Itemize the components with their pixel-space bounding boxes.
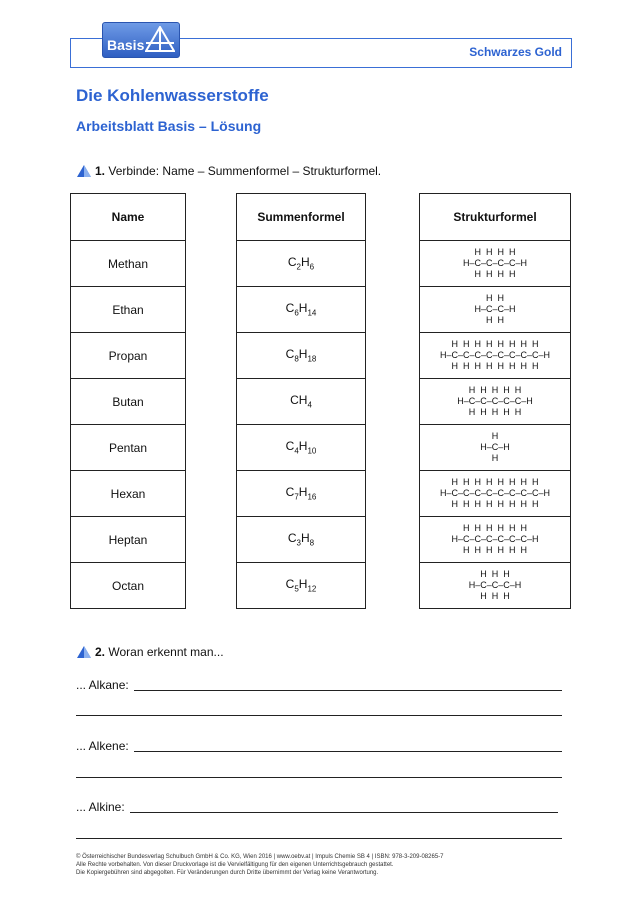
answer-line-alkene-2[interactable] <box>76 777 562 778</box>
formula-cell[interactable]: $C_6H_{14}$ <box>237 287 366 333</box>
name-cell[interactable]: Butan <box>71 379 186 425</box>
name-cell[interactable]: Heptan <box>71 517 186 563</box>
structure-cell[interactable]: H H H–C–C–H H H <box>420 287 571 333</box>
name-cell[interactable]: Ethan <box>71 287 186 333</box>
structure-cell[interactable]: H H H H H–C–C–C–C–H H H H H <box>420 241 571 287</box>
formula-cell[interactable]: $C_7H_{16}$ <box>237 471 366 517</box>
page-title: Die Kohlenwasserstoffe <box>76 86 269 105</box>
task-2 <box>76 645 224 659</box>
pyramid-icon <box>76 164 92 178</box>
footer-copyright: © Österreichischer Bundesverlag Schulbuch GmbH & Co. KG, Wien 2016 | www.oebv.at | Impuls Chemie SB 4 | ISBN: 978-3-209-08265-7 <box>76 854 444 860</box>
formula-cell[interactable]: $C_2H_6$ <box>237 241 366 287</box>
task-1-number: 1. <box>95 164 106 178</box>
formula-cell[interactable]: $C_4H_{10}$ <box>237 425 366 471</box>
formula-cell[interactable]: $C_8H_{18}$ <box>237 333 366 379</box>
answer-line-alkane[interactable] <box>134 690 562 691</box>
alkene-label: ... Alkene: <box>76 739 129 753</box>
alkine-label: ... Alkine: <box>76 800 125 814</box>
structure-cell[interactable]: H H–C–H H <box>420 425 571 471</box>
name-cell[interactable]: Pentan <box>71 425 186 471</box>
edition-label: Schwarzes Gold <box>469 45 562 59</box>
answer-line-alkine-2[interactable] <box>76 838 562 839</box>
structure-cell[interactable]: H H H H H H H H H–C–C–C–C–C–C–C–C–H H H H H H H H H <box>420 471 571 517</box>
name-cell[interactable]: Methan <box>71 241 186 287</box>
answer-line-alkane-2[interactable] <box>76 715 562 716</box>
footer <box>76 853 444 877</box>
task-2-number: 2. <box>95 645 106 659</box>
alkane-label: ... Alkane: <box>76 678 129 692</box>
footer-disclaimer: Die Kopiergebühren sind abgegolten. Für Veränderungen durch Dritte übernimmt der Verlag keine Verantwortung. <box>76 870 379 876</box>
structure-cell[interactable]: H H H H–C–C–C–H H H H <box>420 563 571 609</box>
task-1 <box>76 164 381 178</box>
footer-rights: Alle Rechte vorbehalten. Von dieser Druckvorlage ist die Vervielfältigung für den eigenen Unterrichtsgebrauch gestattet. <box>76 862 394 868</box>
triangle-logo-icon <box>145 26 175 52</box>
names-table <box>70 193 186 609</box>
answer-line-alkine[interactable] <box>130 812 558 813</box>
header-formula: Summenformel <box>237 194 366 241</box>
name-cell[interactable]: Propan <box>71 333 186 379</box>
formula-cell[interactable]: $C_5H_{12}$ <box>237 563 366 609</box>
structures-table <box>419 193 571 609</box>
structure-cell[interactable]: H H H H H H–C–C–C–C–C–H H H H H H <box>420 379 571 425</box>
basis-logo <box>102 22 180 58</box>
logo-text: Basis <box>107 37 145 53</box>
name-cell[interactable]: Octan <box>71 563 186 609</box>
formula-cell[interactable]: $C_3H_8$ <box>237 517 366 563</box>
answer-line-alkene[interactable] <box>134 751 562 752</box>
structure-cell[interactable]: H H H H H H H H H–C–C–C–C–C–C–C–C–H H H H H H H H H <box>420 333 571 379</box>
formulas-table <box>236 193 366 609</box>
header-name: Name <box>71 194 186 241</box>
header-structure: Strukturformel <box>420 194 571 241</box>
pyramid-icon <box>76 645 92 659</box>
page-subtitle: Arbeitsblatt Basis – Lösung <box>76 118 262 134</box>
structure-cell[interactable]: H H H H H H H–C–C–C–C–C–C–H H H H H H H <box>420 517 571 563</box>
name-cell[interactable]: Hexan <box>71 471 186 517</box>
task-2-text: Woran erkennt man... <box>108 645 224 659</box>
formula-cell[interactable]: $CH_4$ <box>237 379 366 425</box>
task-1-text: Verbinde: Name – Summenformel – Strukturformel. <box>108 164 382 178</box>
